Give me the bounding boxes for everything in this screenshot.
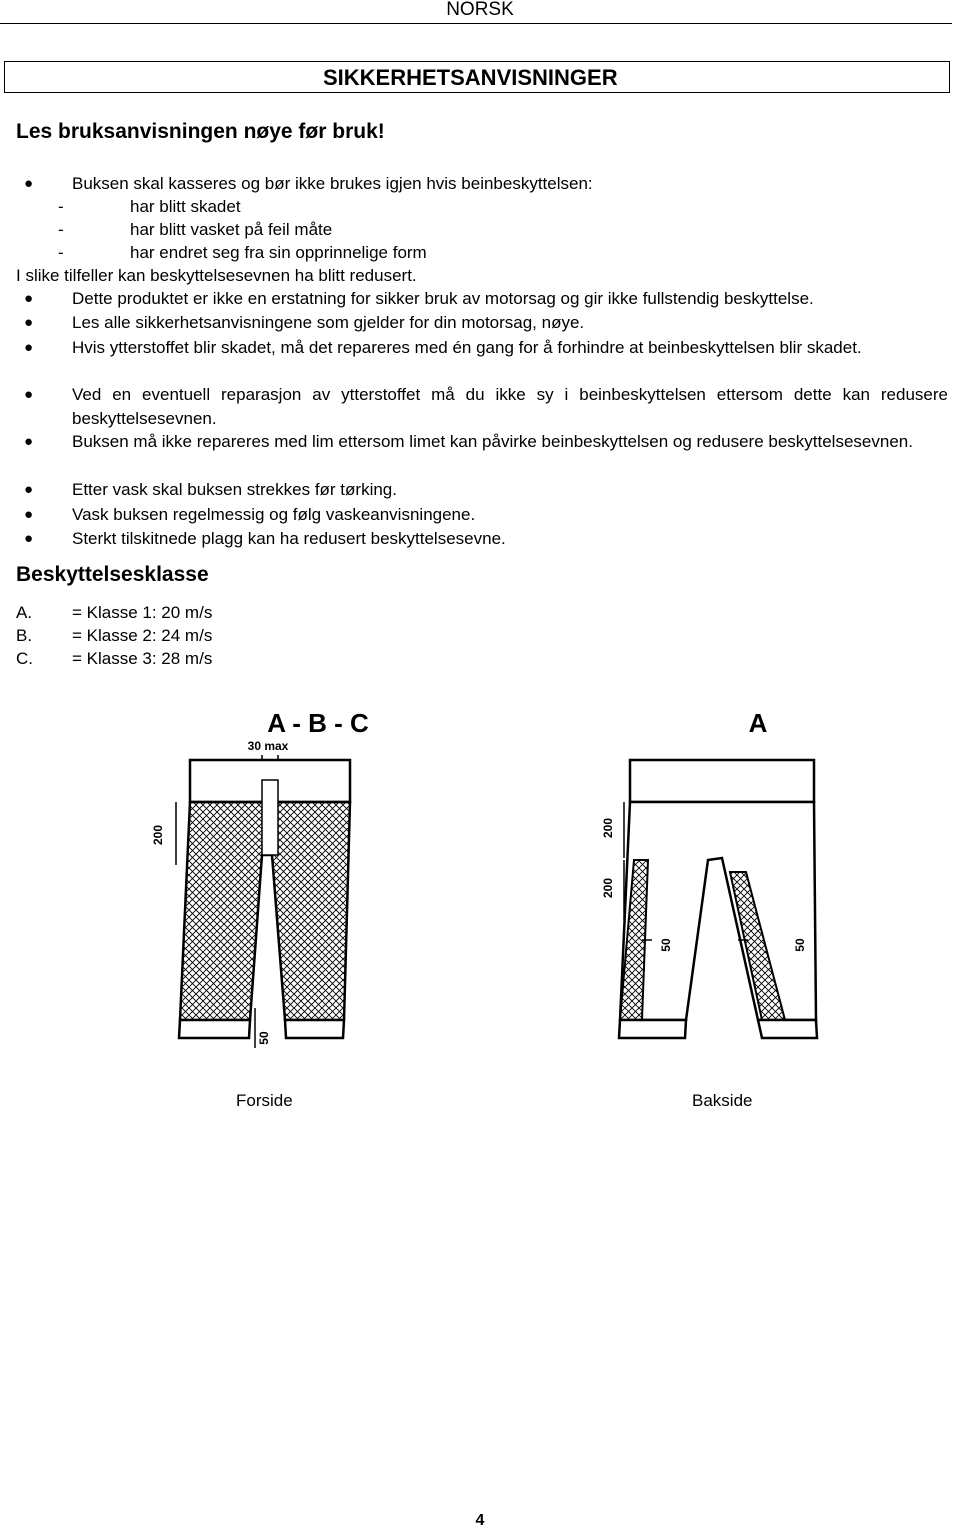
- title-box: [4, 61, 950, 93]
- language-header: NORSK: [446, 0, 514, 20]
- fly-dimension-label: 30 max: [247, 739, 289, 753]
- header-divider: [0, 23, 952, 24]
- front-dim-50: 50: [257, 1031, 271, 1045]
- back-caption: Bakside: [692, 1091, 753, 1110]
- bullet-text: Buksen skal kasseres og bør ikke brukes igjen hvis beinbeskyttelsen:: [72, 174, 593, 193]
- intro-heading: Les bruksanvisningen nøye før bruk!: [16, 120, 385, 143]
- protection-class-heading: Beskyttelsesklasse: [16, 563, 209, 586]
- back-trouser-outline: [620, 802, 816, 1020]
- front-dim-200: 200: [151, 824, 165, 846]
- trousers-back-diagram: [590, 700, 850, 1070]
- page-number: 4: [475, 1512, 485, 1529]
- back-dim-200-upper: 200: [601, 817, 615, 839]
- back-dim-50-left: 50: [659, 938, 673, 952]
- back-dim-200-lower: 200: [601, 877, 615, 899]
- back-dim-50-right: 50: [793, 938, 807, 952]
- back-class-label: A: [748, 708, 768, 738]
- front-caption: Forside: [236, 1091, 293, 1110]
- front-classes-label: A - B - C: [267, 708, 369, 738]
- page-title: SIKKERHETSANVISNINGER: [323, 65, 618, 90]
- bullet-dot: ●: [24, 175, 34, 192]
- discard-consequence: I slike tilfeller kan beskyttelsesevnen ha blitt redusert.: [16, 266, 417, 285]
- trousers-front-diagram: [140, 700, 390, 1070]
